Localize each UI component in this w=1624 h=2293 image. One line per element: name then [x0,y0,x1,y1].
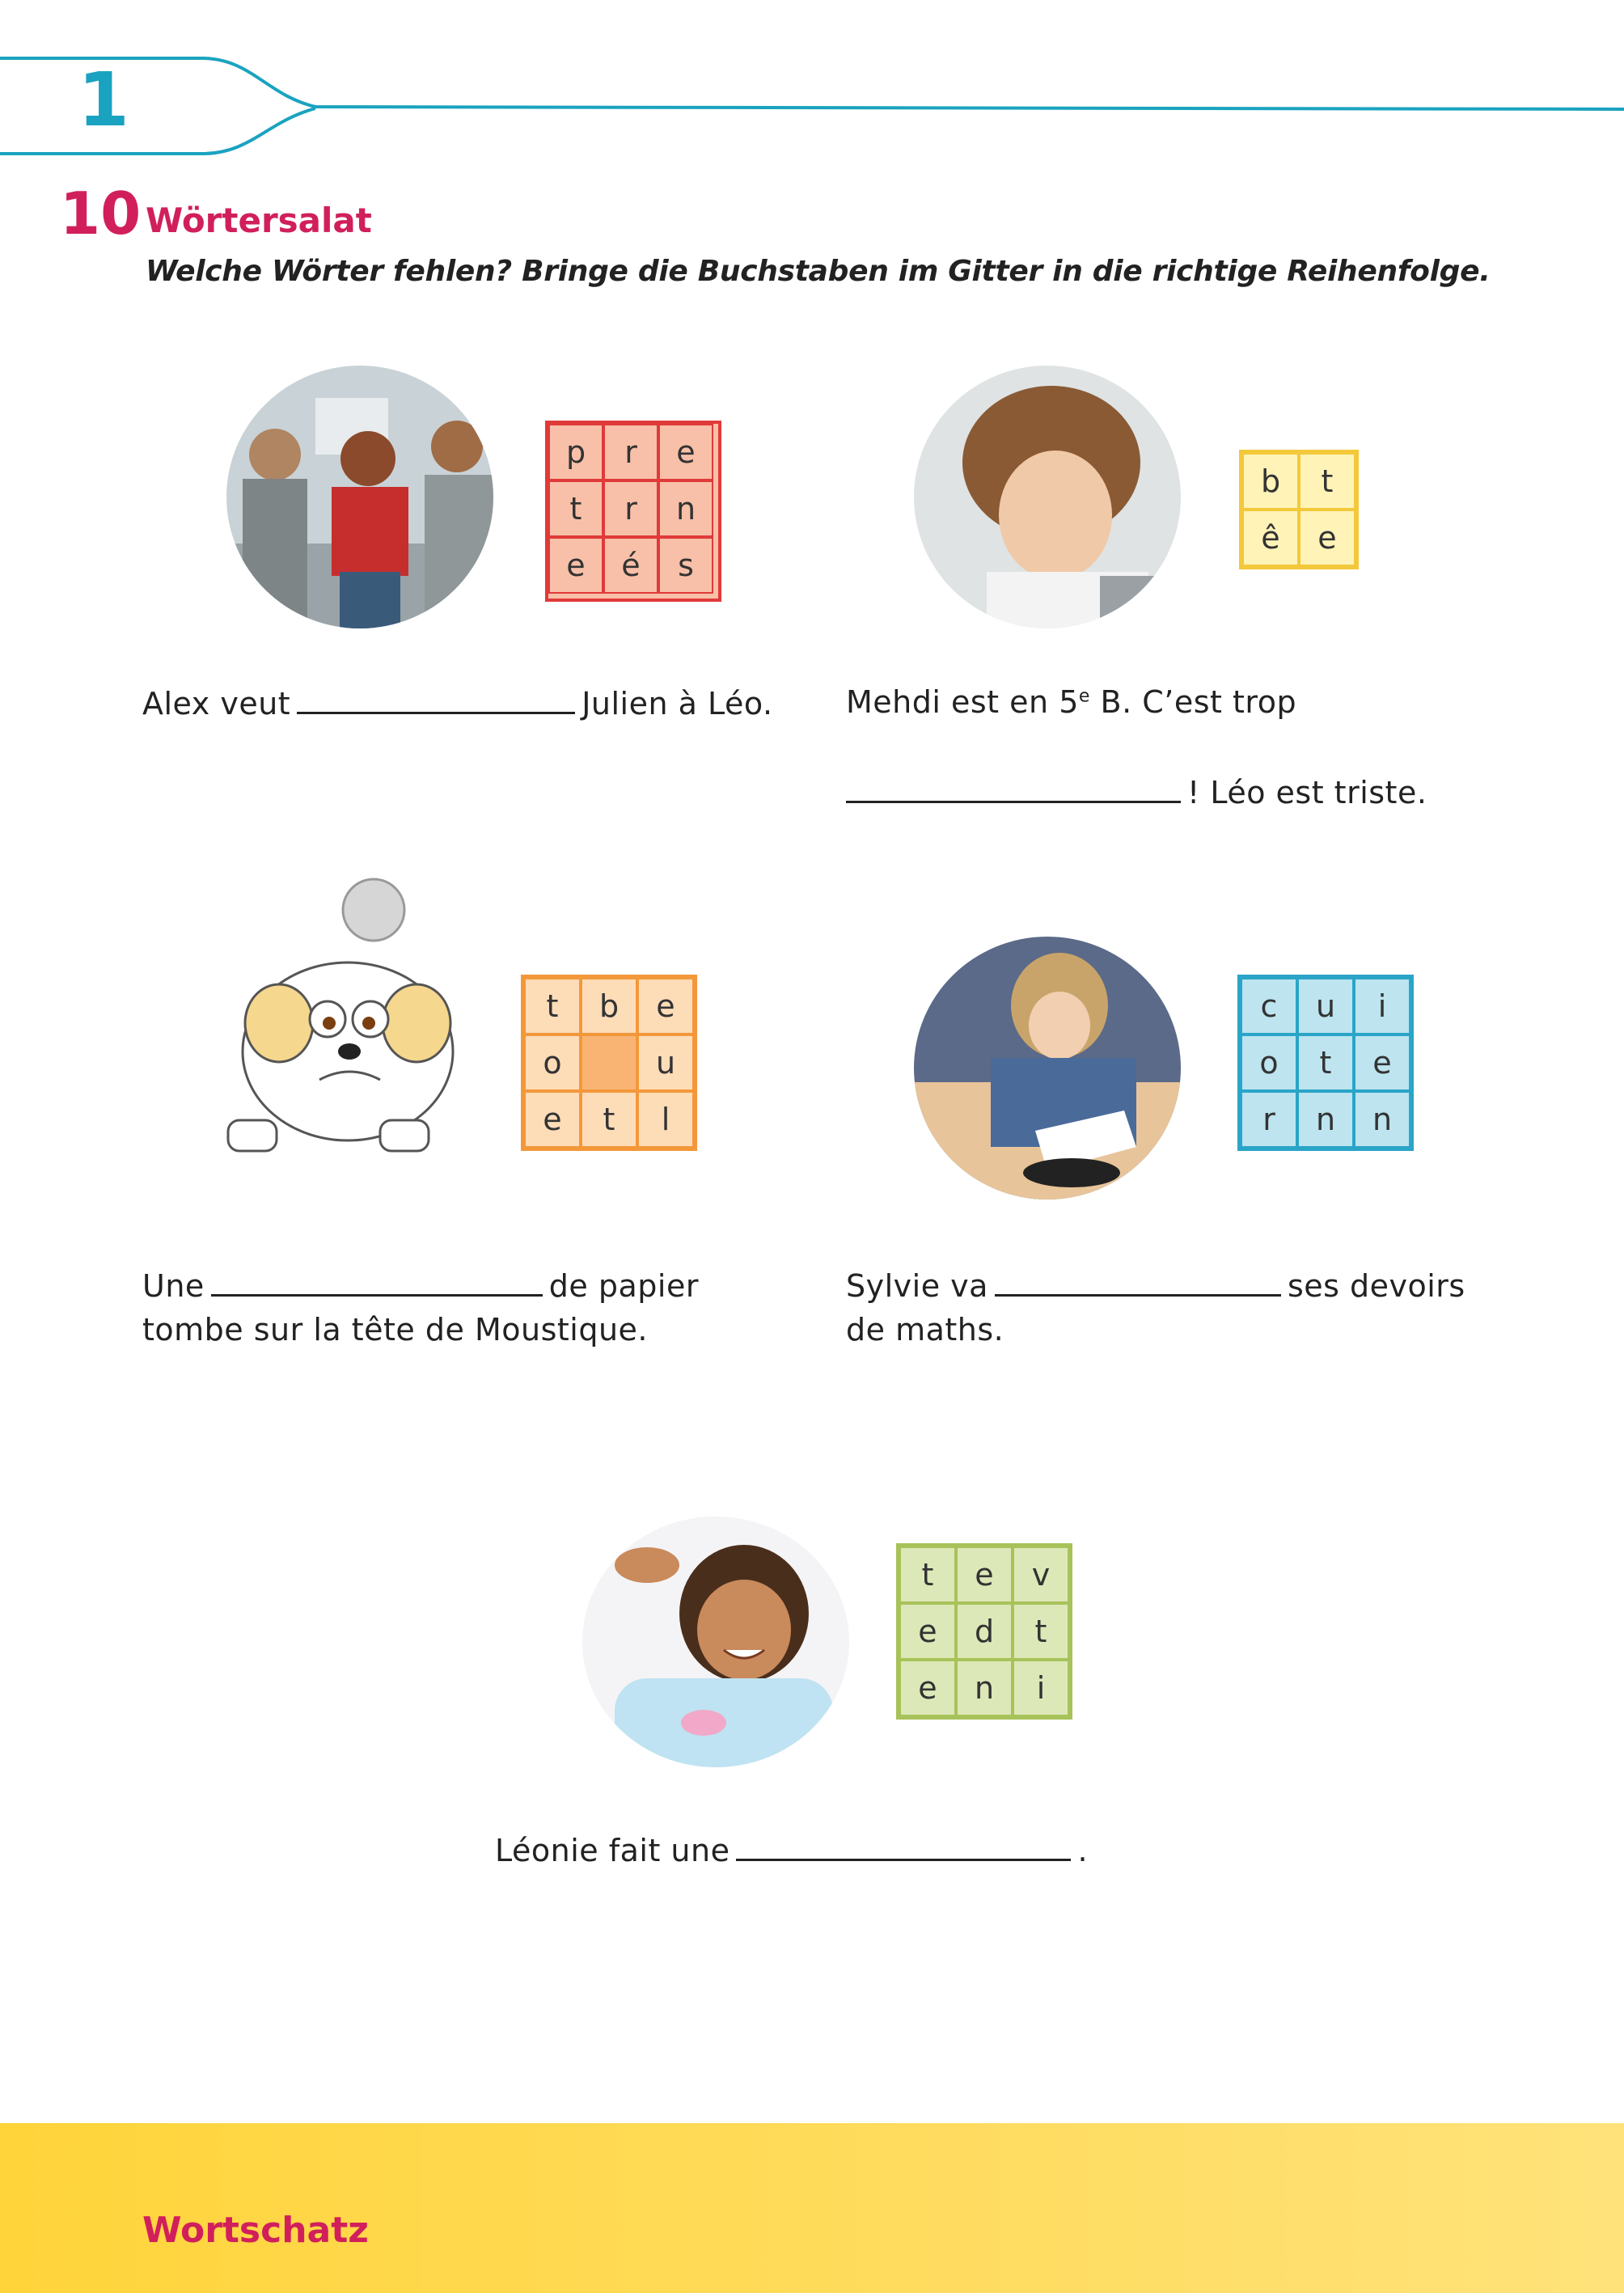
answer-blank[interactable] [736,1826,1071,1861]
footer-section-label: Wortschatz [142,2210,369,2251]
photo-girl-writing [914,937,1181,1199]
grid-cell: é [603,537,658,594]
grid-cell: t [1299,453,1355,510]
letter-grid-2 [1239,450,1359,569]
sentence-text: Une [142,1268,205,1304]
grid-cell: b [1242,453,1299,510]
grid-cell: o [1241,1034,1297,1091]
sentence-text: . [1077,1833,1089,1868]
grid-cell: e [956,1546,1013,1603]
grid-cell: e [1354,1034,1410,1091]
footer-band [0,2123,1624,2293]
grid-cell: n [1354,1091,1410,1148]
letter-grid-3 [521,975,697,1151]
sentence-text: Sylvie va [846,1268,988,1304]
grid-cell: u [1297,978,1354,1034]
grid-cell: o [524,1034,581,1091]
grid-cell: v [1013,1546,1069,1603]
letter-grid-4 [1237,975,1414,1151]
sentence-3-line2: tombe sur la tête de Moustique. [142,1312,649,1347]
sentence-5 [495,1826,1088,1873]
photo-three-boys [226,366,493,628]
grid-cell: i [1354,978,1410,1034]
grid-cell: e [899,1603,956,1660]
grid-cell-empty [581,1034,637,1091]
grid-cell: e [548,537,603,594]
exercise-instruction: Welche Wörter fehlen? Bringe die Buchstaben im Gitter in die richtige Reihenfolge. [146,255,1491,288]
grid-cell: t [548,480,603,537]
grid-cell: t [581,1091,637,1148]
grid-cell: e [658,424,713,480]
grid-cell: c [1241,978,1297,1034]
grid-cell: n [658,480,713,537]
sentence-text: ! Léo est triste. [1187,775,1427,810]
grid-cell: l [637,1091,694,1148]
grid-cell: p [548,424,603,480]
grid-cell: e [524,1091,581,1148]
answer-blank[interactable] [846,768,1181,803]
grid-cell: u [637,1034,694,1091]
grid-cell: n [1297,1091,1354,1148]
grid-cell: e [899,1660,956,1716]
chapter-number: 1 [78,57,130,143]
sentence-2-line2 [846,768,1427,815]
sentence-4-line1 [846,1262,1465,1309]
grid-cell: r [603,424,658,480]
sentence-3-line1 [142,1262,699,1309]
grid-cell: e [637,978,694,1034]
answer-blank[interactable] [297,679,575,714]
grid-cell: e [1299,510,1355,566]
answer-blank[interactable] [211,1262,543,1297]
grid-cell: t [1297,1034,1354,1091]
answer-blank[interactable] [995,1262,1281,1297]
sentence-text: Julien à Léo. [582,686,773,721]
photo-smiling-girl [582,1517,849,1767]
illustration-cartoon-cat [218,878,477,1157]
photo-sad-boy [914,366,1181,628]
exercise-number: 10 [60,180,142,247]
grid-cell: r [1241,1091,1297,1148]
sentence-text: Mehdi est en 5 [846,684,1079,720]
sentence-2-line1 [846,679,1296,725]
sentence-text: B. C’est trop [1089,684,1297,720]
sentence-1 [142,679,773,726]
exercise-title: Wörtersalat [146,201,372,240]
chapter-header-wave [0,0,1624,162]
sentence-text: Alex veut [142,686,291,721]
letter-grid-5 [896,1543,1072,1720]
sentence-4-line2: de maths. [846,1312,1004,1347]
grid-cell: b [581,978,637,1034]
grid-cell: t [899,1546,956,1603]
sentence-text: Léonie fait une [495,1833,730,1868]
grid-cell: s [658,537,713,594]
grid-cell: r [603,480,658,537]
grid-cell: t [524,978,581,1034]
letter-grid-1 [545,421,721,602]
grid-cell: ê [1242,510,1299,566]
sentence-text: ses devoirs [1287,1268,1465,1304]
grid-cell: n [956,1660,1013,1716]
grid-cell: t [1013,1603,1069,1660]
grid-cell: i [1013,1660,1069,1716]
sentence-text: de papier [548,1268,699,1304]
sentence-superscript: e [1078,686,1090,707]
grid-cell: d [956,1603,1013,1660]
